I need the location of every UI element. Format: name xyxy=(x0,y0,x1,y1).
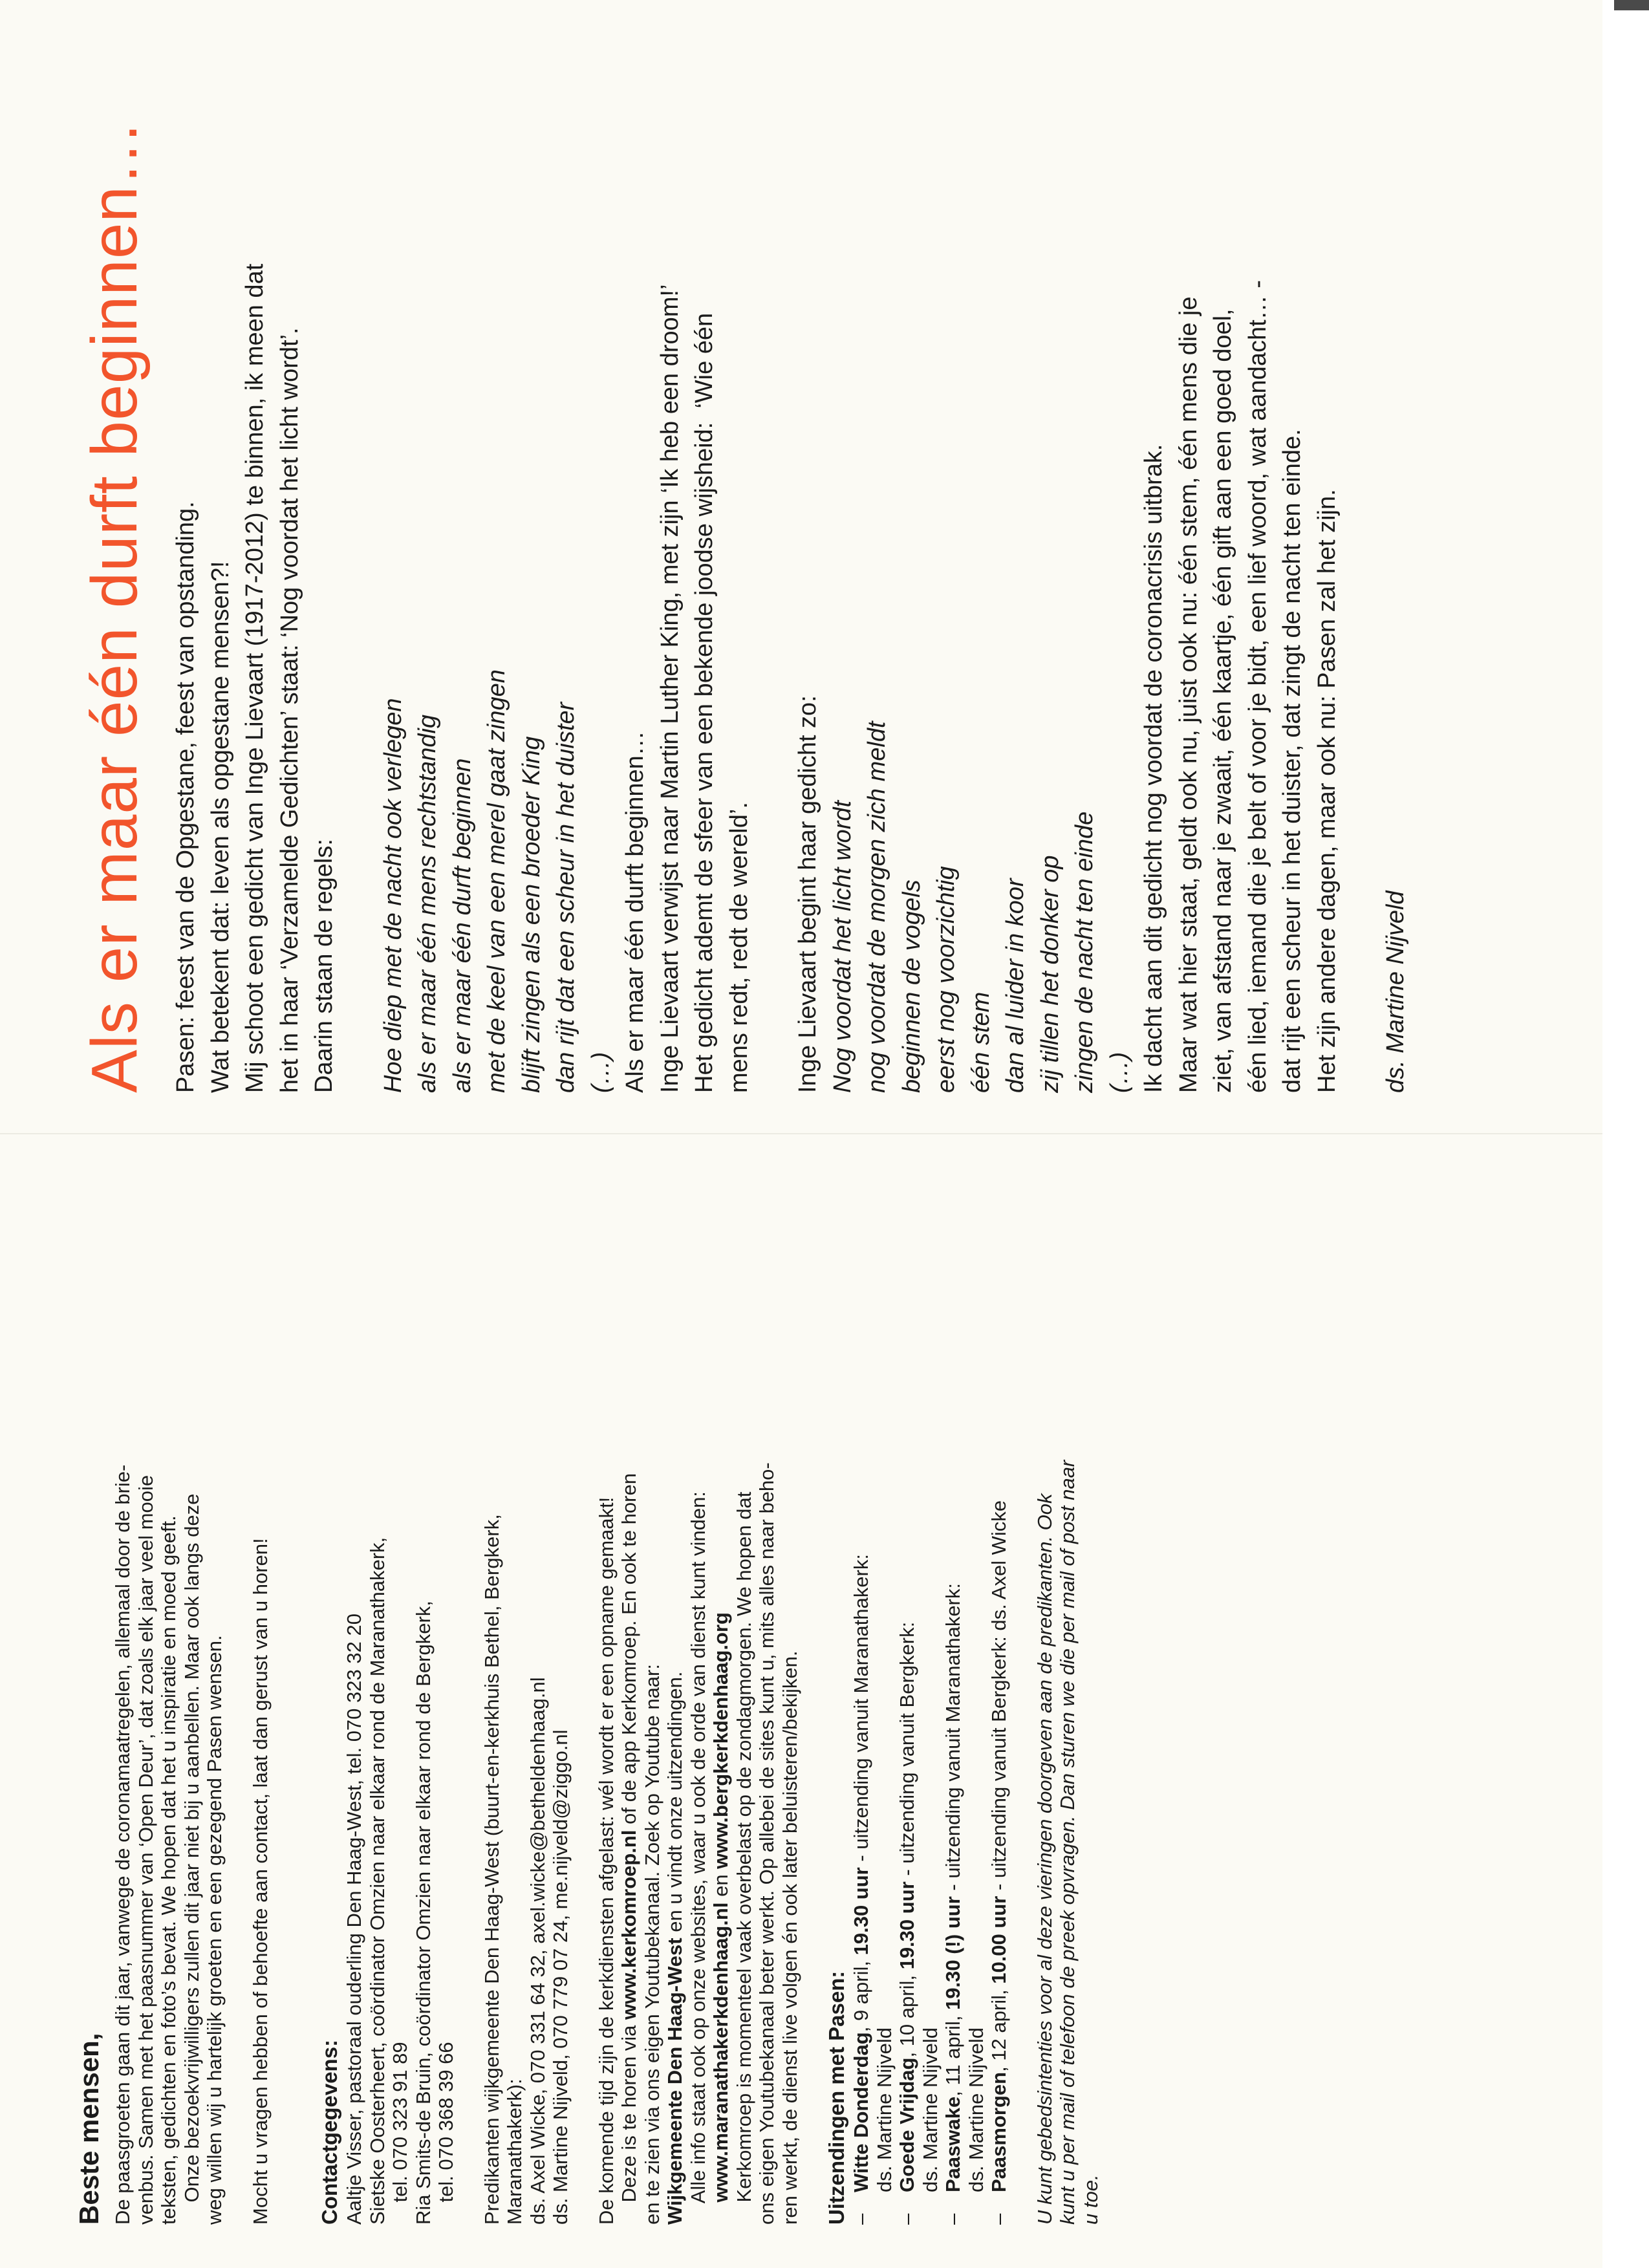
poem-line: zij tillen het donker op xyxy=(1036,855,1064,1093)
letter-line: teksten, gedichten en foto’s bevat. We hopen dat het u inspiratie en moed geeft. xyxy=(157,1515,180,2225)
broadcast-item: – Paaswake, 11 april, 19.30 (!) uur - uitzending vanuit Maranathakerk: ds. Martine Nijveld xyxy=(942,1583,987,2225)
poem-line: dan rijt dat een scheur in het duister xyxy=(552,702,579,1093)
poem-line: met de keel van een merel gaat zingen xyxy=(483,669,510,1093)
broadcasts-heading: Uitzendingen met Pasen: xyxy=(824,1971,848,2225)
poem-line: dan al luider in koor xyxy=(1002,878,1029,1093)
kerkomroep-link[interactable]: www.kerkomroep.nl xyxy=(618,1830,640,2020)
article-line: Als er maar één durft beginnen… xyxy=(621,731,649,1093)
poem-line: (…) xyxy=(587,1052,614,1093)
poem-intro: Inge Lievaart begint haar gedicht zo: xyxy=(794,695,821,1093)
article-line: Daarin staan de regels: xyxy=(310,839,338,1093)
article-middle xyxy=(618,84,757,1093)
bergkerk-link[interactable]: www.bergkerkdenhaag.org xyxy=(709,1612,732,1869)
letter-line: De paasgroeten gaan dit jaar, vanwege de coronamaatregelen, allemaal door de brie- xyxy=(111,1464,134,2225)
broadcast-item: – Goede Vrijdag, 10 april, 19.30 uur - uitzending vanuit Bergkerk: ds. Martine Nijveld xyxy=(896,1621,942,2225)
services-line: en te zien via ons eigen Youtubekanaal. Zoek op Youtube naar: xyxy=(640,1664,663,2225)
easter-letter xyxy=(71,1164,1558,2225)
ministers-list xyxy=(480,1164,572,2225)
services-line: www.maranathakerkdenhaag.nl en www.bergkerkdenhaag.org xyxy=(709,1612,732,2203)
footer-line: U kunt gebedsintenties voor al deze vieringen doorgeven aan de predikanten. Ook xyxy=(1033,1493,1056,2225)
contact-line: Sietske Oosterheert, coördinator Omzien naar elkaar rond de Maranathakerk, xyxy=(365,1537,389,2225)
poem-line: nog voordat de morgen zich meldt xyxy=(863,721,890,1093)
footer-line: kunt u per mail of telefoon de preek opvragen. Dan sturen we die per mail of post naar xyxy=(1056,1460,1079,2225)
services-line: Alle info staat ook op onze websites, waar u ook de orde van dienst kunt vinden: xyxy=(686,1491,709,2225)
poem-line: (…) xyxy=(1105,1052,1133,1093)
contact-line: tel. 070 368 39 66 xyxy=(435,2042,457,2225)
poem-line: eerst nog voorzichtig xyxy=(932,866,960,1093)
maranathakerk-link[interactable]: www.maranathakerkdenhaag.nl xyxy=(709,1902,732,2203)
letter-line: Onze bezoekvrijwilligers zullen dit jaar niet bij u aanbellen. Maar ook langs deze xyxy=(180,1493,203,2225)
article-line: Maar wat hier staat, geldt ook nu, juist ook nu: één stem, één mens die je xyxy=(1174,296,1202,1093)
letter-line: venbus. Samen met het paasnummer van ‘Open Deur’, dat zoals elk jaar veel mooie xyxy=(134,1474,157,2225)
minister-line: ds. Martine Nijveld, 070 779 07 24, me.nijveld@ziggo.nl xyxy=(549,1729,572,2225)
article-line: dat rijt een scheur in het duister, dat zingt de nacht ten einde. xyxy=(1278,429,1306,1093)
poem-line: Nog voordat het licht wordt xyxy=(828,800,856,1093)
article-line: ziet, van afstand naar je zwaait, één kaartje, één gift aan een goed doel, xyxy=(1209,308,1236,1093)
contact-prompt: Mocht u vragen hebben of behoefte aan contact, laat dan gerust van u horen! xyxy=(248,1538,272,2225)
poem-line: als er maar één mens rechtstandig xyxy=(414,714,441,1093)
broadcast-item: – Paasmorgen, 12 april, 10.00 uur - uitzending vanuit Bergkerk: ds. Axel Wicke xyxy=(987,1500,1010,2225)
poem-excerpt-1 xyxy=(376,84,619,1093)
article-line: Pasen: feest van de Opgestane, feest van opstanding. xyxy=(172,501,199,1093)
services-line: Kerkomroep is momenteel vaak overbelast op de zondagmorgen. We hopen dat xyxy=(732,1491,755,2225)
article-line: Het zijn andere dagen, maar ook nu: Pasen zal het zijn. xyxy=(1313,489,1341,1093)
contact-line: Ria Smits-de Bruin, coördinator Omzien naar elkaar rond de Bergkerk, xyxy=(411,1601,435,2225)
article-intro xyxy=(169,84,342,1093)
article-signature: ds. Martine Nijveld xyxy=(1382,891,1409,1093)
article-line: het in haar ‘Verzamelde Gedichten’ staat: ‘Nog voordat het licht wordt’. xyxy=(275,327,303,1093)
contacts-list xyxy=(343,1164,458,2225)
scan-corner-mark xyxy=(1614,0,1649,10)
minister-line: ds. Axel Wicke, 070 331 64 32, axel.wicke@betheldenhaag.nl xyxy=(526,1677,549,2225)
youtube-channel-name: Wijkgemeente Den Haag-West xyxy=(663,1938,686,2225)
services-line: De komende tijd zijn de kerkdiensten afgelast: wél wordt er een opname gemaakt! xyxy=(594,1496,618,2225)
letter-footer xyxy=(1033,1164,1103,2225)
fold-line xyxy=(0,1133,1602,1134)
article-line: Mij schoot een gedicht van Inge Lievaart (1917-2012) te binnen, ik meen dat xyxy=(241,263,268,1093)
article-line: mens redt, redt de wereld’. xyxy=(725,802,753,1093)
poem-line: Hoe diep met de nacht ook verlegen xyxy=(379,698,407,1093)
services-line: Deze is te horen via www.kerkomroep.nl of de app Kerkomroep. En ook te horen xyxy=(618,1473,640,2225)
services-line: Wijkgemeente Den Haag-West en u vindt onze uitzendingen. xyxy=(663,1671,686,2225)
article-closing xyxy=(1137,84,1344,1093)
article-title: Als er maar één durft beginnen… xyxy=(78,120,151,1093)
article-line: Ik dacht aan dit gedicht nog voordat de coronacrisis uitbrak. xyxy=(1140,444,1167,1093)
letter-line: weg willen wij u hartelijk groeten en een gezegend Pasen wensen. xyxy=(203,1635,226,2225)
article-line: Wat betekent dat: leven als opgestane mensen?! xyxy=(206,561,234,1093)
poem-line: blijft zingen als een broeder King xyxy=(517,736,545,1093)
contact-line: Aaltje Visser, pastoraal ouderling Den Haag-West, tel. 070 323 32 20 xyxy=(343,1614,365,2225)
easter-article xyxy=(78,84,1565,1093)
services-info xyxy=(595,1164,802,2225)
broadcasts-list xyxy=(850,1164,1011,2225)
footer-line: u toe. xyxy=(1079,2174,1102,2225)
article-line: één lied, iemand die je belt of voor je bidt, een lief woord, wat aandacht… - xyxy=(1244,280,1271,1093)
services-line: ren werkt, de dienst live volgen én ook later beluisteren/bekijken. xyxy=(778,1650,801,2225)
poem-line: beginnen de vogels xyxy=(898,880,925,1093)
minister-line: Predikanten wijkgemeente Den Haag-West (buurt-en-kerkhuis Bethel, Bergkerk, xyxy=(480,1514,503,2225)
poem-excerpt-2 xyxy=(791,84,1137,1093)
letter-intro xyxy=(111,1164,226,2225)
minister-line: Maranathakerk): xyxy=(503,2079,526,2225)
article-line: Het gedicht ademt de sfeer van een bekende joodse wijsheid: ‘Wie één xyxy=(691,312,718,1093)
poem-line: één stem xyxy=(967,991,995,1093)
contact-line: tel. 070 323 91 89 xyxy=(389,2042,411,2225)
services-line: ons eigen Youtubekanaal beter werkt. Op allebei de sites kunt u, mits alles naar beho- xyxy=(755,1462,778,2225)
broadcast-item: – Witte Donderdag, 9 april, 19.30 uur - uitzending vanuit Maranathakerk: ds. Martine Nijveld xyxy=(850,1554,896,2225)
poem-line: zingen de nacht ten einde xyxy=(1071,811,1098,1093)
letter-greeting: Beste mensen, xyxy=(74,2033,104,2225)
scan-margin xyxy=(1602,0,1649,2268)
poem-line: als er maar één durft beginnen xyxy=(448,758,476,1093)
contacts-heading: Contactgegevens: xyxy=(318,2039,341,2225)
article-line: Inge Lievaart verwijst naar Martin Luther King, met zijn ‘Ik heb een droom!’ xyxy=(656,284,684,1093)
